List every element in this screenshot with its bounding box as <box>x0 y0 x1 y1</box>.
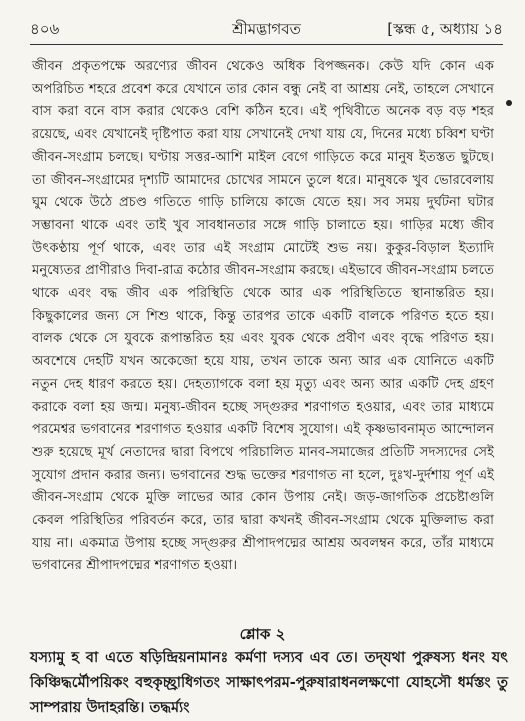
verse-heading: শ্লোক ২ <box>239 625 286 643</box>
canto-chapter-label: [স্কন্ধ ৫, অধ্যায় ১৪ <box>387 20 503 38</box>
verse-text: যস্যামু হ বা এতে ষড়িন্দ্রিয়নামানঃ কর্মণা দস্যব এব তে। তদ্‌যথা পুরুষস্য ধনং যৎ কিঞ্চিদ্ধর্মৌপয়িকং বহুকৃচ্ছ্রাধিগতং সাক্ষাৎপরম-পুরুষারাধনলক্ষণো যোহসৌ ধর্মস্তং তু সাম্পরায় উদাহরন্তি। তদ্ধর্ম্যং <box>30 650 508 716</box>
margin-dot <box>506 100 512 106</box>
purport-paragraph: জীবন প্রকৃতপক্ষে অরণ্যের জীবন থেকেও অধিক বিপজ্জনক। কেউ যদি কোন এক অপরিচিত শহরে প্রবেশ করে যেখানে তার কোন বন্ধু নেই বা আশ্রয় নেই, তাহলে সেখানে বাস করা বনে বাস করার থেকেও বেশি কঠিন হবে। এই পৃথিবীতে অনেক বড় বড় শহর রয়েছে, এবং যেখানেই দৃষ্টিপাত করা যায় সেখানেই দেখা যায় যে, দিনের মধ্যে চব্বিশ ঘণ্টা জীবন-সংগ্রাম চলছে। ঘণ্টায় সত্তর-আশি মাইল বেগে গাড়িতে করে মানুষ ইতস্তত ছুটছে। তা জীবন-সংগ্রামের দৃশ্যটি আমাদের চোখের সামনে তুলে ধরে। মানুষকে খুব ভোরবেলায় ঘুম থেকে উঠে প্রচণ্ড গতিতে গাড়ি চালিয়ে কাজে যেতে হয়। সব সময় দুর্ঘটনা ঘটার সম্ভাবনা থাকে এবং তাই খুব সাবধানতার সঙ্গে গাড়ি চালাতে হয়। গাড়ির মধ্যে জীব উৎকণ্ঠায় পূর্ণ থাকে, এবং তার এই সংগ্রাম মোটেই শুভ নয়। কুকুর-বিড়াল ইত্যাদি মনুষ্যেতর প্রাণীরাও দিবা-রাত্র কঠোর জীবন-সংগ্রাম করছে। এইভাবে জীবন-সংগ্রাম চলতে থাকে এবং বদ্ধ জীব এক পরিস্থিতি থেকে আর এক পরিস্থিতিতে স্থানান্তরিত হয়। কিছুকালের জন্য সে শিশু থাকে, কিন্তু তারপর তাকে একটি বালকে পরিণত হতে হয়। বালক থেকে সে যুবকে রূপান্তরিত হয় এবং যুবক থেকে প্রবীণ এবং বৃদ্ধে পরিণত হয়। অবশেষে দেহটি যখন অকেজো হয়ে যায়, তখন তাকে অন্য আর এক যোনিতে একটি নতুন দেহ ধারণ করতে হয়। দেহত্যাগকে বলা হয় মৃত্যু এবং অন্য আর একটি দেহ গ্রহণ করাকে বলা হয় জন্ম। মনুষ্য-জীবন হচ্ছে সদ্গুরুর শরণাগত হওয়ার, এবং তার মাধ্যমে পরমেশ্বর ভগবানের শরণাগত হওয়ার একটি বিশেষ সুযোগ। এই কৃষ্ণভাবনামৃত আন্দোলন শুরু হয়েছে মূর্খ নেতাদের দ্বারা বিপথে পরিচালিত মানব-সমাজের প্রতিটি সদস্যদের সেই সুযোগ প্রদান করার জন্য। ভগবানের শুদ্ধ ভক্তের শরণাগত না হলে, দুঃখ-দুর্দশায় পূর্ণ এই জীবন-সংগ্রাম থেকে মুক্তি লাভের আর কোন উপায় নেই। জড়-জাগতিক প্রচেষ্টাগুলি কেবল পরিস্থিতির পরিবর্তন করে, তার দ্বারা কখনই জীবন-সংগ্রাম থেকে মুক্তিলাভ করা যায় না। একমাত্র উপায় হচ্ছে সদ্গুরুর শ্রীপাদপদ্মের আশ্রয় অবলম্বন করে, তাঁর মাধ্যমে ভগবানের শ্রীপাদপদ্মের শরণাগত হওয়া। <box>32 59 494 574</box>
book-title: শ্রীমদ্ভাগবত <box>232 20 301 38</box>
header-divider <box>30 44 503 45</box>
page-header <box>30 12 503 40</box>
page-number: ৪০৬ <box>30 20 60 38</box>
